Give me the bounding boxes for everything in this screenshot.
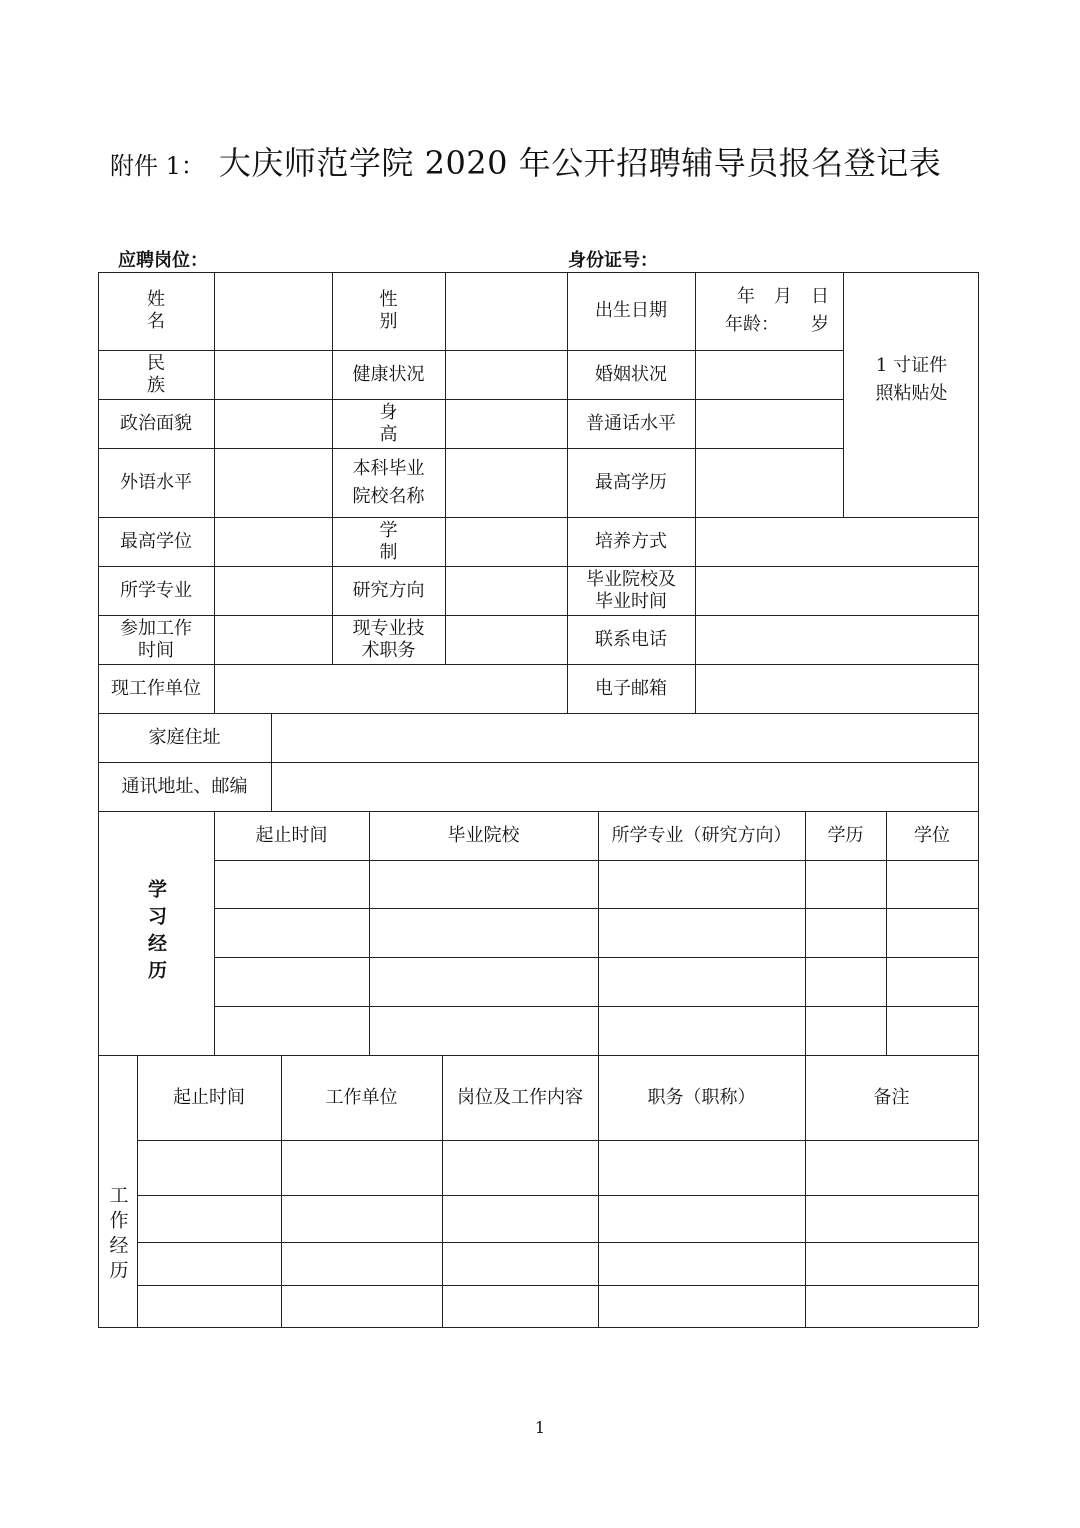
marital-field[interactable]: [695, 350, 843, 399]
work-row[interactable]: [137, 1140, 978, 1195]
work-section-text: 工作经历: [106, 1185, 129, 1285]
foreign-language-label: 外语水平: [120, 471, 192, 493]
name-field[interactable]: [214, 272, 332, 350]
work-row[interactable]: [137, 1195, 978, 1242]
highest-degree-field[interactable]: [214, 517, 332, 566]
work-row[interactable]: [137, 1242, 978, 1285]
height-label: 身 高: [379, 401, 420, 445]
work-header-period: 起止时间: [173, 1086, 245, 1108]
study-row[interactable]: [214, 908, 978, 957]
photo-label-line2: 照粘贴处: [875, 382, 948, 404]
study-section-text: 学习经历: [145, 879, 167, 987]
mandarin-field[interactable]: [695, 399, 843, 448]
political-label: 政治面貌: [120, 412, 192, 434]
gender-field[interactable]: [445, 272, 567, 350]
position-label: 应聘岗位：: [118, 250, 208, 271]
birth-date-label: 出生日期: [595, 300, 667, 321]
professional-title-field[interactable]: [445, 615, 567, 664]
marital-label: 婚姻状况: [595, 363, 667, 385]
work-header-position: 职务（职称）: [647, 1086, 756, 1108]
work-header-notes: 备注: [873, 1086, 910, 1108]
height-field[interactable]: [445, 399, 567, 448]
phone-field[interactable]: [695, 615, 978, 664]
foreign-language-field[interactable]: [214, 448, 332, 517]
graduation-label-line2: 毕业时间: [595, 590, 667, 612]
study-header-major: 所学专业（研究方向）: [611, 824, 792, 846]
year-label: 年: [737, 286, 755, 307]
work-header-duties: 岗位及工作内容: [457, 1086, 583, 1108]
professional-title-line2: 术职务: [361, 639, 416, 661]
study-header-degree: 学位: [914, 824, 950, 846]
phone-label: 联系电话: [595, 628, 667, 650]
bachelor-school-label: [332, 448, 445, 517]
work-header-employer: 工作单位: [325, 1086, 398, 1108]
research-direction-field[interactable]: [445, 566, 567, 615]
ethnicity-field[interactable]: [214, 350, 332, 399]
mailing-address-label: 通讯地址、邮编: [121, 775, 248, 797]
mailing-address-field[interactable]: [271, 762, 978, 811]
name-label: 姓 名: [147, 289, 187, 332]
political-field[interactable]: [214, 399, 332, 448]
age-label: 年龄：: [725, 314, 779, 335]
form-title: 大庆师范学院 2020 年公开招聘辅导员报名登记表: [218, 144, 942, 182]
research-direction-label: 研究方向: [352, 579, 425, 601]
work-start-field[interactable]: [214, 615, 332, 664]
training-mode-label: 培养方式: [595, 530, 667, 552]
birth-date-field[interactable]: [695, 272, 843, 350]
email-field[interactable]: [695, 664, 978, 713]
home-address-label: 家庭住址: [148, 726, 221, 748]
study-row[interactable]: [214, 1006, 978, 1055]
employer-field[interactable]: [214, 664, 567, 713]
month-label: 月: [774, 286, 792, 307]
highest-education-label: 最高学历: [595, 471, 667, 493]
training-mode-field[interactable]: [695, 517, 978, 566]
schooling-length-field[interactable]: [445, 517, 567, 566]
id-number-label: 身份证号：: [568, 250, 658, 271]
study-row[interactable]: [214, 957, 978, 1006]
health-field[interactable]: [445, 350, 567, 399]
gender-label: 性 别: [379, 289, 420, 332]
major-field[interactable]: [214, 566, 332, 615]
study-header-school: 毕业院校: [447, 824, 520, 846]
bachelor-school-field[interactable]: [445, 448, 567, 517]
highest-education-field[interactable]: [695, 448, 843, 517]
study-header-education: 学历: [827, 824, 864, 846]
study-row[interactable]: [214, 860, 978, 908]
major-label: 所学专业: [120, 579, 192, 601]
study-section-label: [98, 811, 214, 1055]
study-header-period: 起止时间: [255, 824, 328, 846]
email-label: 电子邮箱: [595, 677, 667, 699]
work-start-label: [98, 615, 214, 664]
attachment-label: 附件 1：: [110, 152, 205, 180]
graduation-label-line1: 毕业院校及: [586, 568, 676, 590]
schooling-length-label: 学 制: [379, 519, 420, 563]
professional-title-line1: 现专业技: [352, 617, 425, 639]
work-start-line1: 参加工作: [120, 617, 192, 639]
work-section-label: [98, 1055, 137, 1327]
bachelor-school-line2: 院校名称: [352, 485, 425, 507]
employer-label: 现工作单位: [111, 677, 201, 699]
mandarin-label: 普通话水平: [586, 412, 676, 434]
health-label: 健康状况: [352, 363, 425, 385]
day-label: 日: [811, 286, 829, 307]
work-start-line2: 时间: [138, 639, 174, 661]
bachelor-school-line1: 本科毕业: [352, 457, 425, 479]
age-unit: 岁: [811, 314, 829, 335]
ethnicity-label: 民 族: [147, 352, 187, 396]
professional-title-label: [332, 615, 445, 664]
photo-label-line1: 1 寸证件: [875, 354, 948, 376]
work-row[interactable]: [137, 1285, 978, 1327]
photo-area[interactable]: [843, 272, 978, 517]
home-address-field[interactable]: [271, 713, 978, 762]
page-number: 1: [534, 1418, 546, 1437]
graduation-field[interactable]: [695, 566, 978, 615]
highest-degree-label: 最高学位: [120, 530, 192, 552]
graduation-label: [567, 566, 695, 615]
